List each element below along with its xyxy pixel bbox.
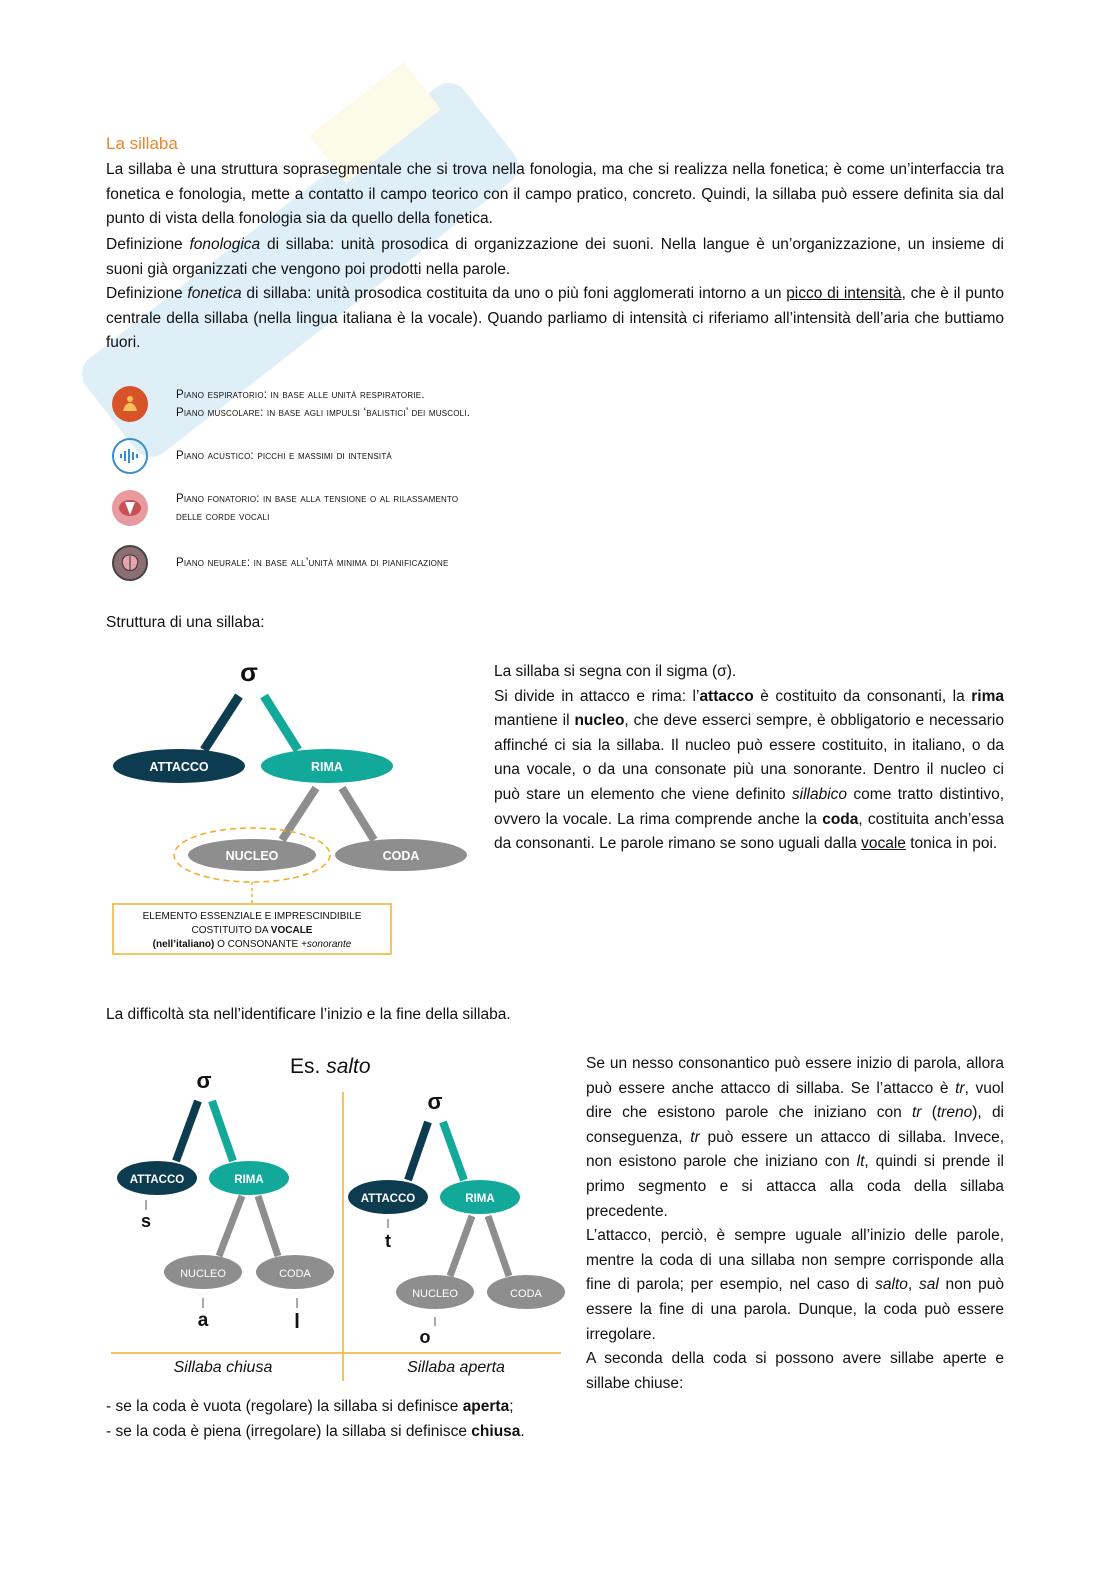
plane-item: Piano fonatorio: in base alla tensione o al rilassamento delle corde vocali	[112, 490, 458, 526]
attacco-label: ATTACCO	[149, 760, 209, 774]
label-sillaba-aperta: Sillaba aperta	[407, 1359, 505, 1376]
larynx-icon	[112, 490, 148, 526]
svg-text:ATTACCO: ATTACCO	[129, 1174, 185, 1186]
svg-text:RIMA: RIMA	[465, 1193, 495, 1205]
note-line3: (nell’italiano) O CONSONANTE +sonorante	[152, 939, 352, 950]
branch-coda	[342, 788, 374, 840]
onset-coda-explanation: Se un nesso consonantico può essere inizio di parola, allora può essere anche attacco di sillaba. Se l’attacco è tr, vuol dire che esistono parole che iniziano con tr (treno), di conseguenza, tr può essere un attacco di sillaba. Invece, non esistono parole che iniziano con lt, quindi si prende il primo segmento e si attacca alla coda della sillaba precedente. L’attacco, perciò, è sempre uguale all’inizio delle parole, mentre la coda di una sillaba non sempre corrisponde alla fine di parola; per esempio, nel caso di salto, sal non può essere la fine di una parola. Dunque, la coda può essere irregolare. A seconda della coda si possono avere sillabe aperte e sillabe chiuse:	[586, 1055, 1005, 1392]
structure-heading: Struttura di una sillaba:	[106, 614, 265, 631]
plane-item: Piano neurale: in base all’unità minima di pianificazione	[112, 545, 449, 581]
plane-item: Piano espiratorio: in base alle unità respiratorie. Piano muscolare: in base agli impulsi ‘balistici’ dei muscoli.	[112, 386, 470, 422]
bullet-aperta: - se la coda è vuota (regolare) la sillaba si definisce aperta;	[106, 1398, 514, 1415]
page-title: La sillaba	[106, 134, 178, 153]
rima-label: RIMA	[311, 760, 343, 774]
svg-text:s: s	[140, 1211, 152, 1231]
example-title: Es. salto	[290, 1055, 371, 1078]
sigma-label: σ	[240, 657, 258, 687]
svg-text:t: t	[385, 1231, 391, 1251]
svg-text:RIMA: RIMA	[234, 1174, 264, 1186]
brain-icon	[112, 545, 148, 581]
note-line1: ELEMENTO ESSENZIALE E IMPRESCINDIBILE	[142, 911, 362, 922]
svg-text:CODA: CODA	[279, 1268, 311, 1280]
svg-text:a: a	[197, 1310, 209, 1331]
salto-example-diagram	[106, 1046, 566, 1392]
branch-rima	[264, 696, 298, 750]
svg-text:CODA: CODA	[510, 1288, 542, 1300]
paragraph-phonological-definition: Definizione fonologica di sillaba: unità prosodica di organizzazione dei suoni. Nella langue è un’organizzazione, un insieme di suoni già organizzati che vengono poi prodotti nella parole.	[106, 236, 1004, 278]
coda-label: CODA	[382, 849, 420, 863]
lungs-icon	[112, 386, 148, 422]
paragraph-phonetic-definition: Definizione fonetica di sillaba: unità prosodica costituita da uno o più foni agglomerati intorno a un picco di intensità, che è il punto centrale della sillaba (nella lingua italiana è la vocale). Quando parliamo di intensità ci riferiamo all’intensità dell’aria che buttiamo fuori.	[106, 285, 1004, 352]
syllable-structure-diagram	[106, 648, 476, 966]
bullet-list	[106, 1395, 586, 1444]
svg-text:l: l	[294, 1311, 300, 1333]
svg-text:ATTACCO: ATTACCO	[360, 1193, 416, 1205]
difficulty-sentence: La difficoltà sta nell’identificare l’inizio e la fine della sillaba.	[106, 1006, 511, 1023]
plane-item: Piano acustico: picchi e massimi di intensità	[112, 438, 392, 474]
svg-text:σ: σ	[427, 1089, 443, 1114]
branch-attacco	[204, 696, 239, 750]
bullet-chiusa: - se la coda è piena (irregolare) la sillaba si definisce chiusa.	[106, 1422, 525, 1440]
label-sillaba-chiusa: Sillaba chiusa	[173, 1359, 273, 1376]
svg-text:o: o	[419, 1327, 431, 1347]
note-line2: COSTITUITO DA VOCALE	[191, 925, 313, 936]
svg-text:NUCLEO: NUCLEO	[180, 1268, 226, 1280]
paragraph-intro: La sillaba è una struttura soprasegmentale che si trova nella fonologia, ma che si realizza nella fonetica; è come un’interfaccia tra fonetica e fonologia, mette a contatto il campo teorico con il campo pratico, concreto. Quindi, la sillaba può essere definita sia dal punto di vista della fonologia sia da quello della fonetica.	[106, 161, 1004, 228]
svg-text:σ: σ	[196, 1068, 212, 1093]
branch-nucleo	[282, 788, 316, 840]
soundwave-icon	[112, 438, 148, 474]
svg-text:NUCLEO: NUCLEO	[412, 1288, 458, 1300]
nucleo-label: NUCLEO	[225, 849, 279, 863]
syllable-description: La sillaba si segna con il sigma (σ). Si divide in attacco e rima: l’attacco è costituito da consonanti, la rima mantiene il nucleo, che deve esserci sempre, è obbligatorio e necessario affinché ci sia la sillaba. Il nucleo può essere costituito, in italiano, o da una vocale, o da una consonate più una sonorante. Dentro il nucleo ci può stare un elemento che viene definito sillabico come tratto distintivo, ovvero la vocale. La rima comprende anche la coda, costituita anch’essa da consonanti. Le parole rimano se sono uguali dalla vocale tonica in poi.	[494, 663, 1004, 853]
